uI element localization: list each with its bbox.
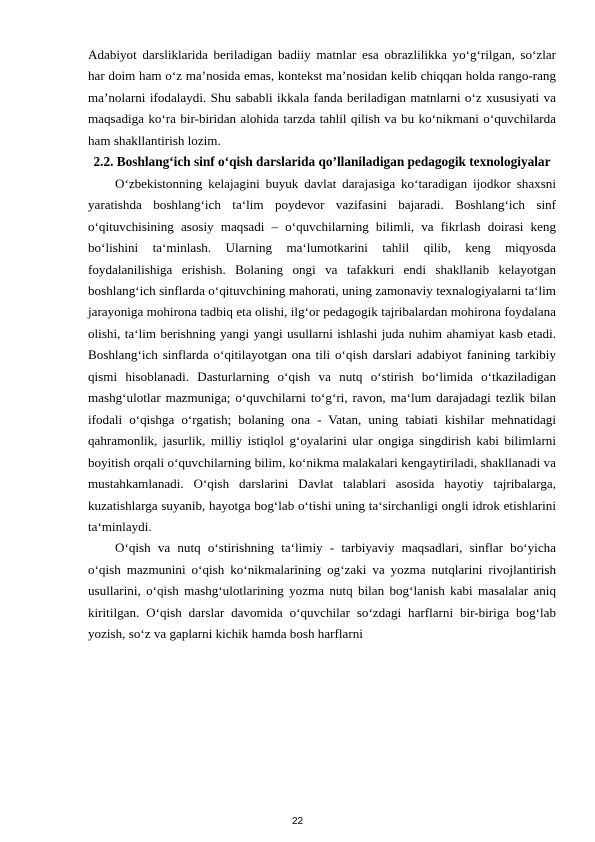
- page-content: [88, 44, 556, 645]
- section-heading: 2.2. Boshlang‘ich sinf o‘qish darslarida qo’llaniladigan pedagogik texnologiyalar: [93, 154, 551, 170]
- body-paragraph-2: O‘qish va nutq o‘stirishning ta‘limiy - tarbiyaviy maqsadlari, sinflar bo‘yicha o‘qish mazmunini o‘qish ko‘nikmalarining og‘zaki va yozma nutqlarini rivojlantirish usullarini, o‘qish mashg‘ulotlarining yozma nutq bilan bog‘lanish kabi masalalar aniq kiritilgan. O‘qish darslar davomida o‘quvchilar so‘zdagi harflarni bir-biriga bog‘lab yozish, so‘z va gaplarni kichik hamda bosh harflarni: [88, 540, 556, 642]
- page-number: 22: [291, 816, 304, 827]
- body-paragraph-1: O‘zbekistonning kelajagini buyuk davlat darajasiga ko‘taradigan ijodkor shaxsni yaratishda boshlang‘ich ta‘lim poydevor vazifasini bajaradi. Boshlang‘ich sinf o‘qituvchisining asosiy maqsadi – o‘quvchilarning bilimli, va fikrlash doirasi keng bo‘lishini ta‘minlash. Ularning ma‘lumotkarini tahlil qilib, keng miqyosda foydalanilishiga erishish. Bolaning ongi va tafakkuri endi shakllanib kelayotgan boshlang‘ich sinflarda o‘qituvchining mahorati, uning zamonaviy texnalogiyalarni ta‘lim jarayoniga mohirona tadbiq eta olishi, ilg‘or pedagogik tajribalardan mohirona foydalana olishi, ta‘lim berishning yangi yangi usullarni ishlashi juda nuhim ahamiyat kasb etadi. Boshlang‘ich sinflarda o‘qitilayotgan ona tili o‘qish darslari adabiyot fanining tarkibiy qismi hisoblanadi. Dasturlarning o‘qish va nutq o‘stirish bo‘limida o‘tkaziladigan mashg‘ulotlar mazmuniga; o‘quvchilarni to‘g‘ri, ravon, ma‘lum darajadagi tezlik bilan ifodali o‘qishga o‘rgatish; bolaning ona - Vatan, uning tabiati kishilar mehnatidagi qahramonlik, jasurlik, milliy istiqlol g‘oyalarini ular ongiga singdirish kabi bilimlarni boyitish orqali o‘quvchilarning bilim, ko‘nikma malakalari kengaytiriladi, shakllanadi va mustahkamlanadi. O‘qish darslarini Davlat talablari asosida hayotiy tajribalarga, kuzatishlarga suyanib, hayotga bog‘lab o‘tishi uning ta‘sirchanligi ongli idrok etishlarini ta‘minlaydi.: [88, 175, 556, 534]
- intro-paragraph: Adabiyot darsliklarida beriladigan badiiy matnlar esa obrazlilikka yo‘g‘rilgan, so‘zlar har doim ham o‘z ma’nosida emas, kontekst ma’nosidan kelib chiqqan holda rango-rang ma’nolarni ifodalaydi. Shu sababli ikkala fanda beriladigan matnlarni o‘z xususiyati va maqsadiga ko‘ra bir-biridan alohida tarzda tahlil qilish va bu ko‘nikmani o‘quvchilarda ham shakllantirish lozim.: [88, 47, 556, 148]
